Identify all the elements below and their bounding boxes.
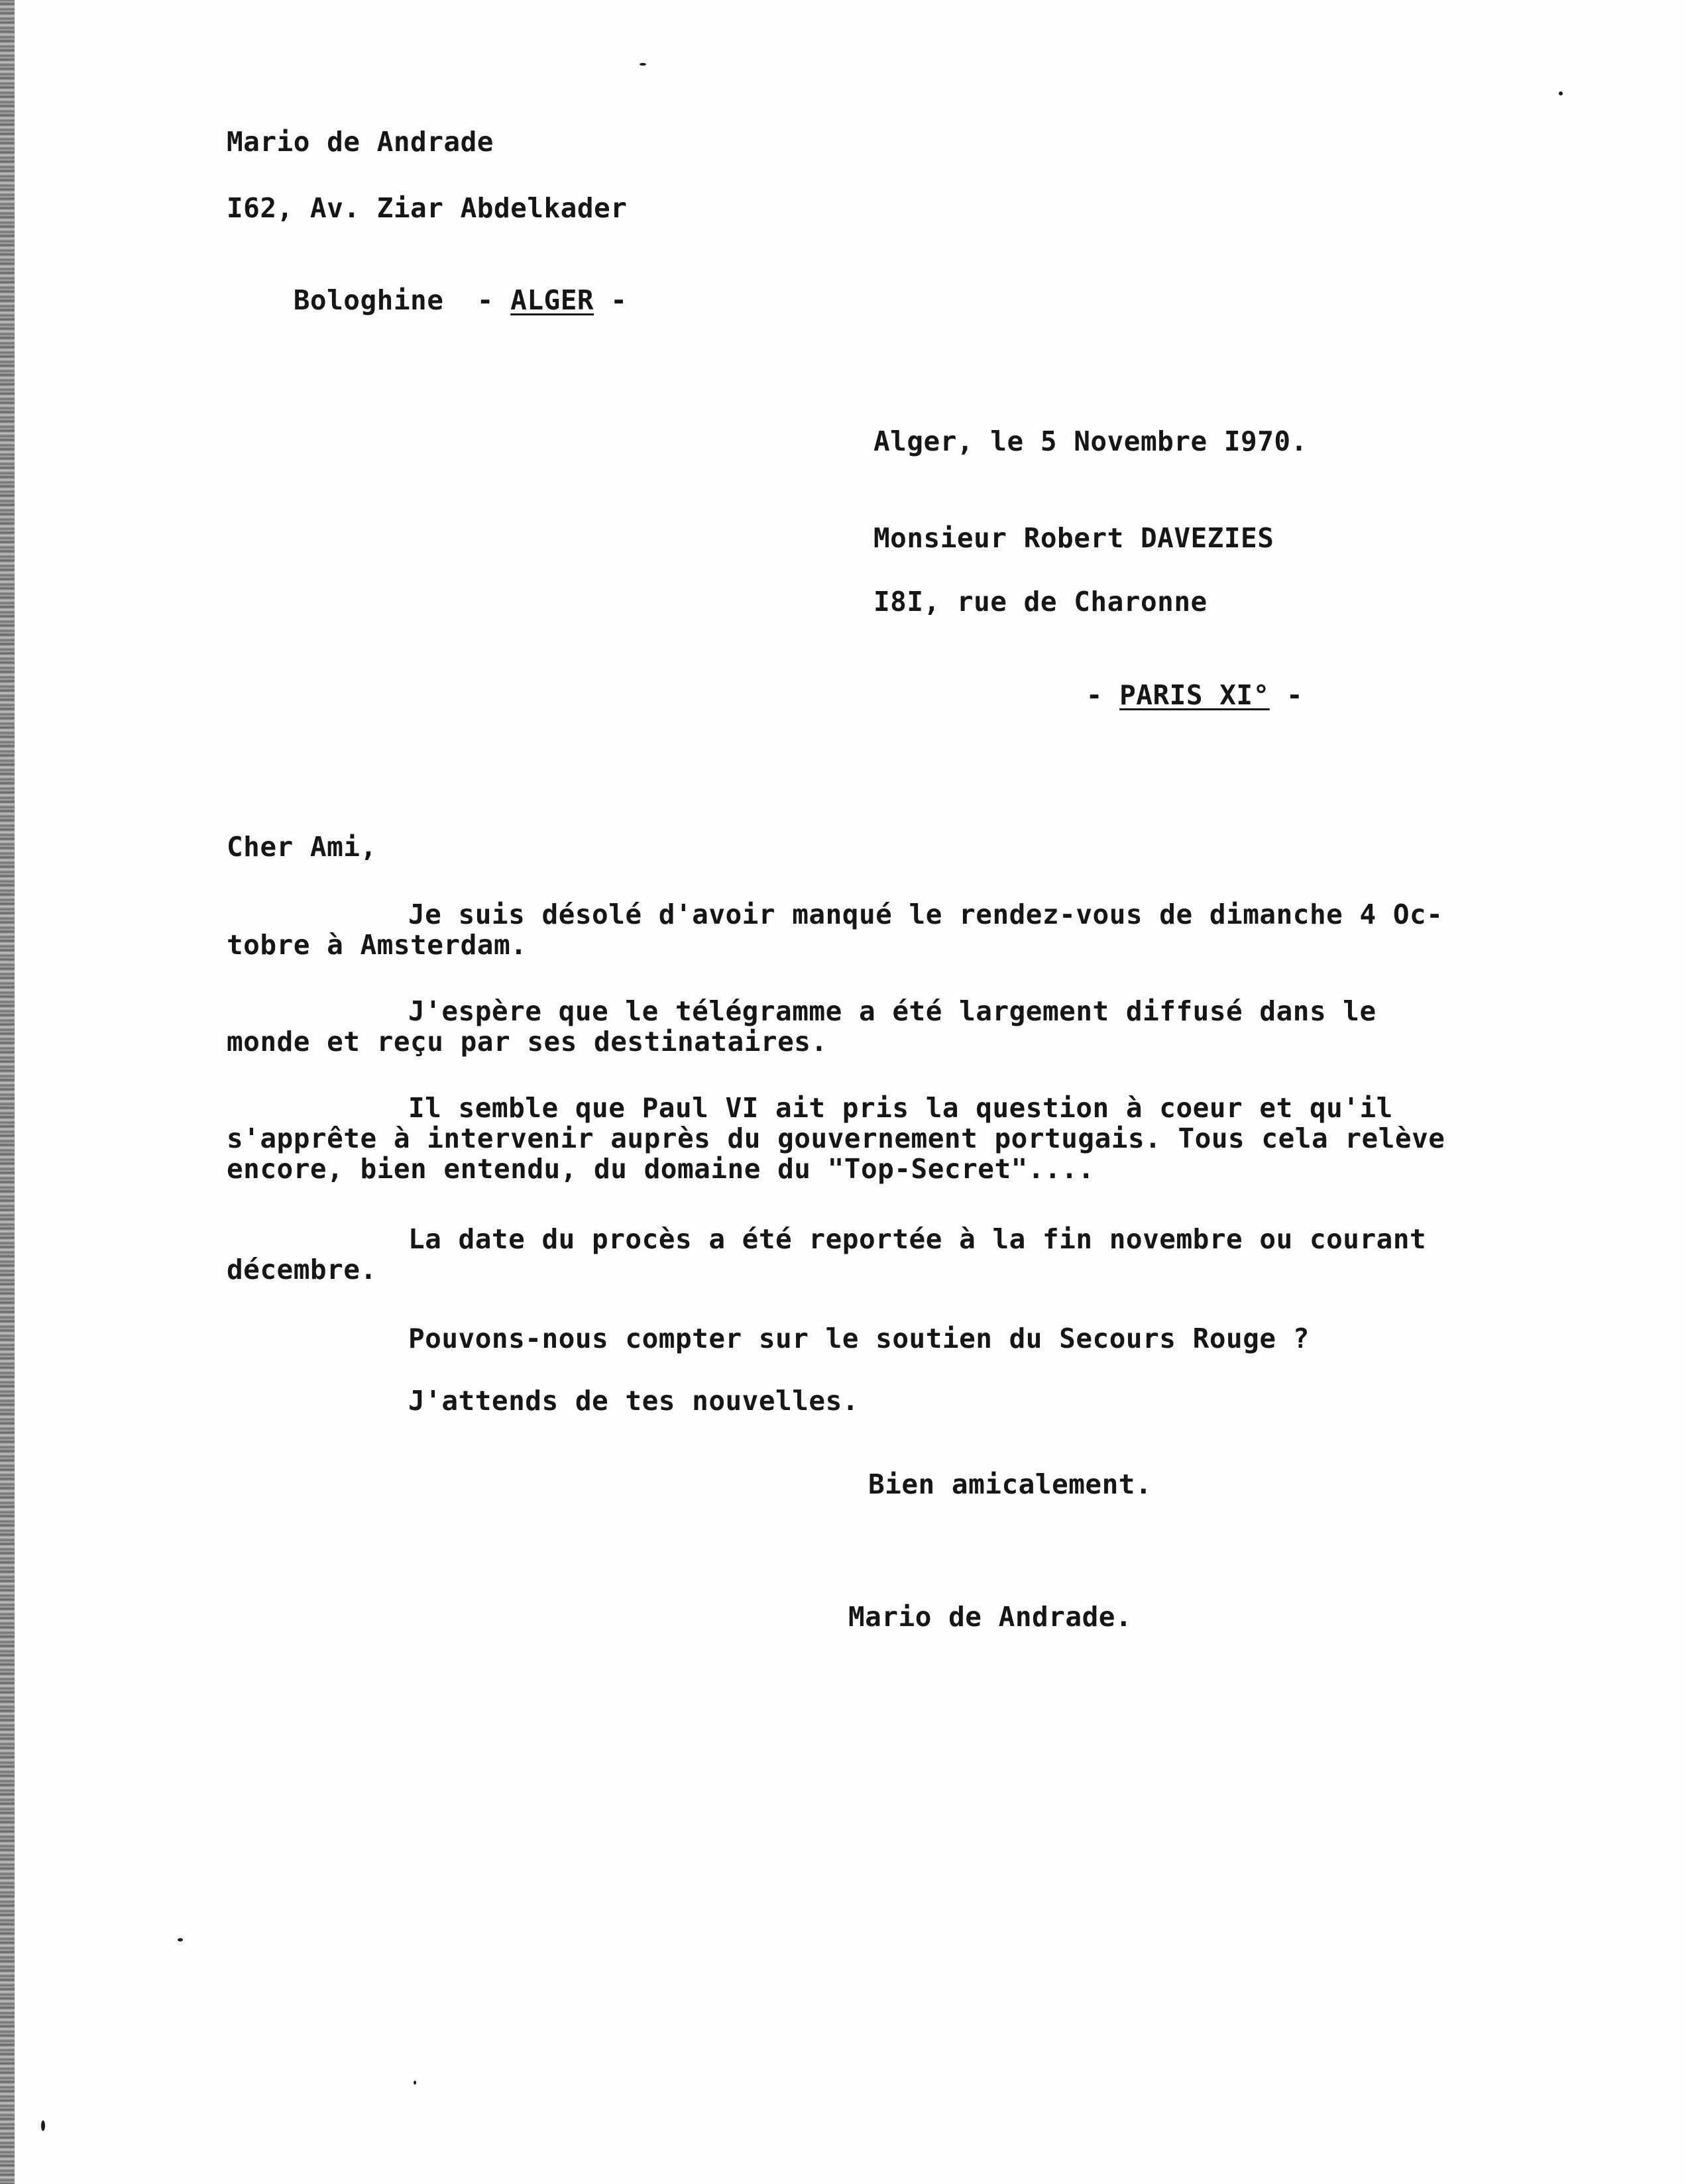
recipient-city: PARIS XI° — [1119, 679, 1270, 711]
body-paragraph-4-line-2: décembre. — [227, 1254, 377, 1285]
signature: Mario de Andrade. — [848, 1601, 1133, 1633]
body-paragraph-3-line-3: encore, bien entendu, du domaine du "Top-Secret".... — [227, 1153, 1095, 1185]
sender-city-line — [227, 260, 627, 341]
date-line: Alger, le 5 Novembre I970. — [873, 425, 1308, 457]
body-paragraph-4-line-1: La date du procès a été reportée à la fin novembre ou courant — [408, 1223, 1427, 1255]
dash: - — [1086, 679, 1120, 711]
scan-speck — [640, 63, 646, 66]
body-paragraph-1-line-2: tobre à Amsterdam. — [227, 929, 528, 961]
sender-district: Bologhine — [293, 284, 444, 316]
body-paragraph-2-line-2: monde et reçu par ses destinataires. — [227, 1026, 828, 1058]
scan-speck — [41, 2120, 45, 2131]
dash: - — [443, 284, 511, 316]
closing: Bien amicalement. — [868, 1468, 1152, 1500]
body-paragraph-3-line-1: Il semble que Paul VI ait pris la question à coeur et qu'il — [408, 1092, 1393, 1124]
dash: - — [1269, 679, 1304, 711]
body-paragraph-6: J'attends de tes nouvelles. — [408, 1385, 859, 1417]
recipient-name: Monsieur Robert DAVEZIES — [873, 522, 1274, 554]
dash: - — [594, 284, 628, 316]
recipient-address: I8I, rue de Charonne — [873, 586, 1208, 618]
scan-edge-shadow — [0, 0, 15, 2184]
sender-address: I62, Av. Ziar Abdelkader — [227, 192, 628, 224]
scan-speck — [414, 2081, 416, 2085]
body-paragraph-3-line-2: s'apprête à intervenir auprès du gouvernement portugais. Tous cela relève — [227, 1122, 1445, 1154]
recipient-city-line — [1019, 655, 1303, 736]
body-paragraph-2-line-1: J'espère que le télégramme a été largement diffusé dans le — [408, 995, 1377, 1027]
sender-name: Mario de Andrade — [227, 126, 494, 158]
salutation: Cher Ami, — [227, 831, 377, 863]
scan-speck — [178, 1938, 183, 1941]
body-paragraph-5: Pouvons-nous compter sur le soutien du Secours Rouge ? — [408, 1323, 1310, 1354]
sender-city: ALGER — [510, 284, 594, 316]
body-paragraph-1-line-1: Je suis désolé d'avoir manqué le rendez-vous de dimanche 4 Oc- — [408, 899, 1443, 930]
scan-speck — [1559, 91, 1563, 95]
